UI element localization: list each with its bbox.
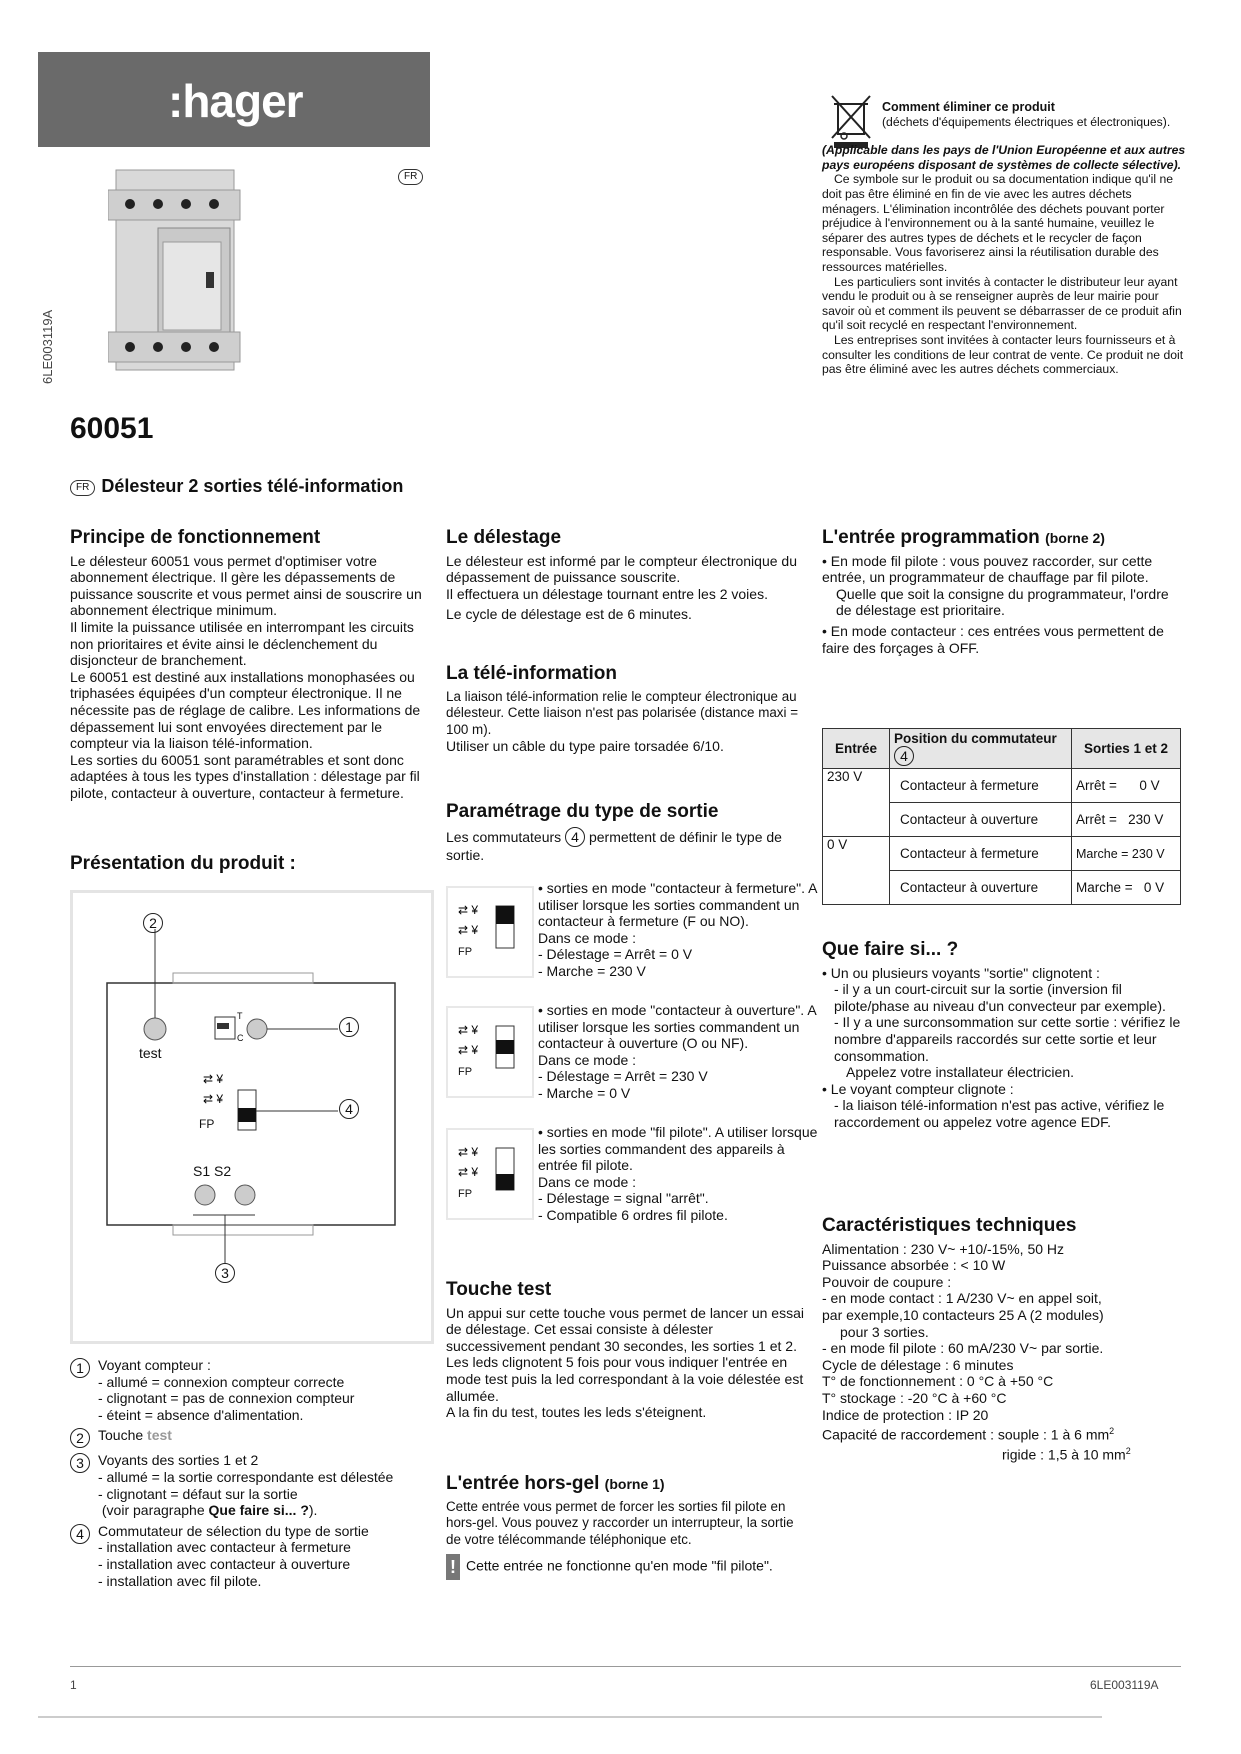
fp-label: FP xyxy=(199,1117,215,1131)
model-number: 60051 xyxy=(70,412,154,445)
svg-text:⇄ ¥: ⇄ ¥ xyxy=(203,1092,224,1106)
product-front-diagram xyxy=(70,890,434,1344)
section-programmation: L'entrée programmation (borne 2) • En mode fil pilote : vous pouvez raccorder, sur cette entrée, un programmateur de chauffage par fil pilote. Quelle que soit la consigne du programmateur, l'ordre de délestage est prioritaire. • En mode contacteur : ces entrées vous permettent de faire des forçages à OFF. xyxy=(822,527,1169,656)
brand-logo: :hager xyxy=(168,75,303,127)
section-presentation-heading: Présentation du produit : xyxy=(70,853,296,874)
svg-text:⇄ ¥: ⇄ ¥ xyxy=(458,1165,479,1179)
col-position: Position du commutateur 4 xyxy=(890,729,1072,769)
svg-text:⇄ ¥: ⇄ ¥ xyxy=(203,1072,224,1086)
section-touche-test: Touche test Un appui sur cette touche vous permet de lancer un essai de délestage. Cet essai consiste à délester successivement pendant 30 secondes, les sorties 1 et 2. Les leds clignotent 5 fois pour vous indiquer l'entrée en mode test puis la led correspondant à la voie délestée est allumée. A la fin du test, toutes les leds s'éteignent. xyxy=(446,1279,804,1421)
table-row: Contacteur à ouverture Arrêt = 230 V xyxy=(823,803,1181,837)
callout-3: 3 xyxy=(215,1263,235,1283)
section-principe: Principe de fonctionnement Le délesteur 60051 vous permet d'optimiser votre abonnement électrique. Il gère les dépassements de puissance souscrite et vous permet ainsi de souscrire un abonnement électrique minimum. Il limite la puissance utilisée en interrompant les circuits non prioritaires et évite ainsi le déclenchement du disjoncteur de branchement. Le 60051 est destiné aux installations monophasées ou triphasées équipées d'un compteur électronique. Il ne nécessite pas de réglage de calibre. Les informations de dépassement lui sont envoyées directement par le compteur via la liaison télé-information. Les sorties du 60051 sont paramétrables et sont donc adaptées à tous les types d'installation : délestage par fil pilote, contacteur à ouverture, contacteur à fermeture. xyxy=(70,527,422,801)
output-table xyxy=(822,728,1181,905)
diagram-legend: 1 Voyant compteur : - allumé = connexion compteur correcte - clignotant = pas de connexion compteur - éteint = absence d'alimentation. 2 Touche test 3 Voyants des sorties 1 et 2 - allumé = la sortie correspondante est délestée - clignotant = défaut sur la sortie (voir paragraphe Que faire si... ?). 4 Commutateur de sélection du type de sortie - installation avec contacteur à fermeture - installation avec contacteur à ouverture - installation avec fil pilote. xyxy=(70,1357,430,1589)
warning-icon: ! xyxy=(446,1554,460,1580)
section-delestage: Le délestage Le délesteur est informé par le compteur électronique du dépassement de puissance souscrite. Il effectuera un délestage tournant entre les 2 voies. Le cycle de délestage est de 6 minutes. xyxy=(446,527,797,623)
lang-badge-title: FR xyxy=(70,480,95,496)
svg-text:⇄ ¥: ⇄ ¥ xyxy=(458,923,479,937)
section-teleinfo: La télé-information La liaison télé-information relie le compteur électronique au délesteur. Cette liaison n'est pas polarisée (distance maxi = 100 m). Utiliser un câble du type paire torsadée 6/10. xyxy=(446,663,799,755)
col-entree: Entrée xyxy=(823,729,890,769)
s1s2-label: S1 S2 xyxy=(193,1163,232,1179)
page-number: 1 xyxy=(70,1678,77,1692)
footer-doc-code: 6LE003119A xyxy=(1090,1678,1159,1692)
callout-1: 1 xyxy=(339,1017,359,1037)
disposal-info: Comment éliminer ce produit (déchets d'équipements électriques et électroniques). (Applicable dans les pays de l'Union Européenne et aux autres pays européens disposant de systèmes de collecte sélective). Ce symbole sur le produit ou sa documentation indique qu'il ne doit pas être éliminé en fin de vie avec les autres déchets ménagers. L'élimination incontrôlée des déchets pouvant porter préjudice à l'environnement ou à la santé humaine, veuillez le séparer des autres types de déchets et le recycler de façon responsable. Vous favoriserez ainsi la réutilisation durable des ressources matérielles. Les particuliers sont invités à contacter le distributeur leur ayant vendu le produit ou à se renseigner auprès de leur mairie pour savoir où et comment ils peuvent se débarrasser de ce produit afin qu'il soit recyclé en respectant l'environnement. Les entreprises sont invitées à contacter leurs fournisseurs et à consulter les conditions de leur contrat de vente. Ce produit ne doit pas être éliminé avec les autres déchets commerciaux. xyxy=(822,100,1186,377)
switch-c-label: C xyxy=(237,1033,244,1043)
vertical-doc-code: 6LE003119A xyxy=(40,309,55,384)
test-label: test xyxy=(139,1045,162,1061)
footer-divider xyxy=(70,1666,1181,1667)
product-image xyxy=(108,162,248,378)
switch-t-label: T xyxy=(237,1011,243,1021)
svg-text:⇄ ¥: ⇄ ¥ xyxy=(458,1043,479,1057)
section-que-faire: Que faire si... ? • Un ou plusieurs voyants "sortie" clignotent : - il y a un court-circuit sur la sortie (inversion fil pilote/phase au niveau d'un convecteur par exemple). - Il y a une surconsommation sur cette sortie : vérifiez le nombre d'appareils raccordés sur cette sortie et leur consommation. Appelez votre installateur électricien. • Le voyant compteur clignote : - la liaison télé-information n'est pas active, vérifiez le raccordement ou appelez votre agence EDF. xyxy=(822,939,1181,1130)
svg-text:⇄ ¥: ⇄ ¥ xyxy=(458,1145,479,1159)
table-row: 230 V Contacteur à fermeture Arrêt = 0 V xyxy=(823,769,1181,803)
callout-2: 2 xyxy=(143,913,163,933)
page-title: FR Délesteur 2 sorties télé-information xyxy=(70,476,403,497)
lang-badge: FR xyxy=(398,166,423,185)
callout-4: 4 xyxy=(339,1099,359,1119)
table-row: 0 V Contacteur à fermeture Marche = 230 V xyxy=(823,837,1181,871)
bottom-rule xyxy=(38,1716,1102,1718)
col-sorties: Sorties 1 et 2 xyxy=(1072,729,1181,769)
section-caracteristiques: Caractéristiques techniques Alimentation : 230 V~ +10/-15%, 50 Hz Puissance absorbée : < 10 W Pouvoir de coupure : - en mode contact : 1 A/230 V~ en appel soit, par exemple,10 contacteurs 25 A (2 modules) pour 3 sorties. - en mode fil pilote : 60 mA/230 V~ par sortie. Cycle de délestage : 6 minutes T° de fonctionnement : 0 °C à +50 °C T° stockage : -20 °C à +60 °C Indice de protection : IP 20 Capacité de raccordement : souple : 1 à 6 $mm^2$ rigide : 1,5 à 10 $mm^2$ xyxy=(822,1215,1131,1464)
section-parametrage: Paramétrage du type de sortie Les commutateurs 4 permettent de définir le type de sortie. xyxy=(446,801,782,863)
switch-fil-pilote-icon: ⇄ ¥ ⇄ ¥ FP xyxy=(446,1128,534,1220)
section-hors-gel: L'entrée hors-gel (borne 1) Cette entrée vous permet de forcer les sorties fil pilote en hors-gel. Vous pouvez y raccorder un interrupteur, la sortie de votre télécommande téléphonique etc. ! Cette entrée ne fonctionne qu'en mode "fil pilote". xyxy=(446,1476,806,1580)
svg-text:⇄ ¥: ⇄ ¥ xyxy=(458,903,479,917)
switch-ouverture-icon: ⇄ ¥ ⇄ ¥ FP xyxy=(446,1006,534,1098)
switch-fermeture-icon: ⇄ ¥ ⇄ ¥ FP xyxy=(446,886,534,978)
table-row: Contacteur à ouverture Marche = 0 V xyxy=(823,871,1181,905)
svg-text:⇄ ¥: ⇄ ¥ xyxy=(458,1023,479,1037)
